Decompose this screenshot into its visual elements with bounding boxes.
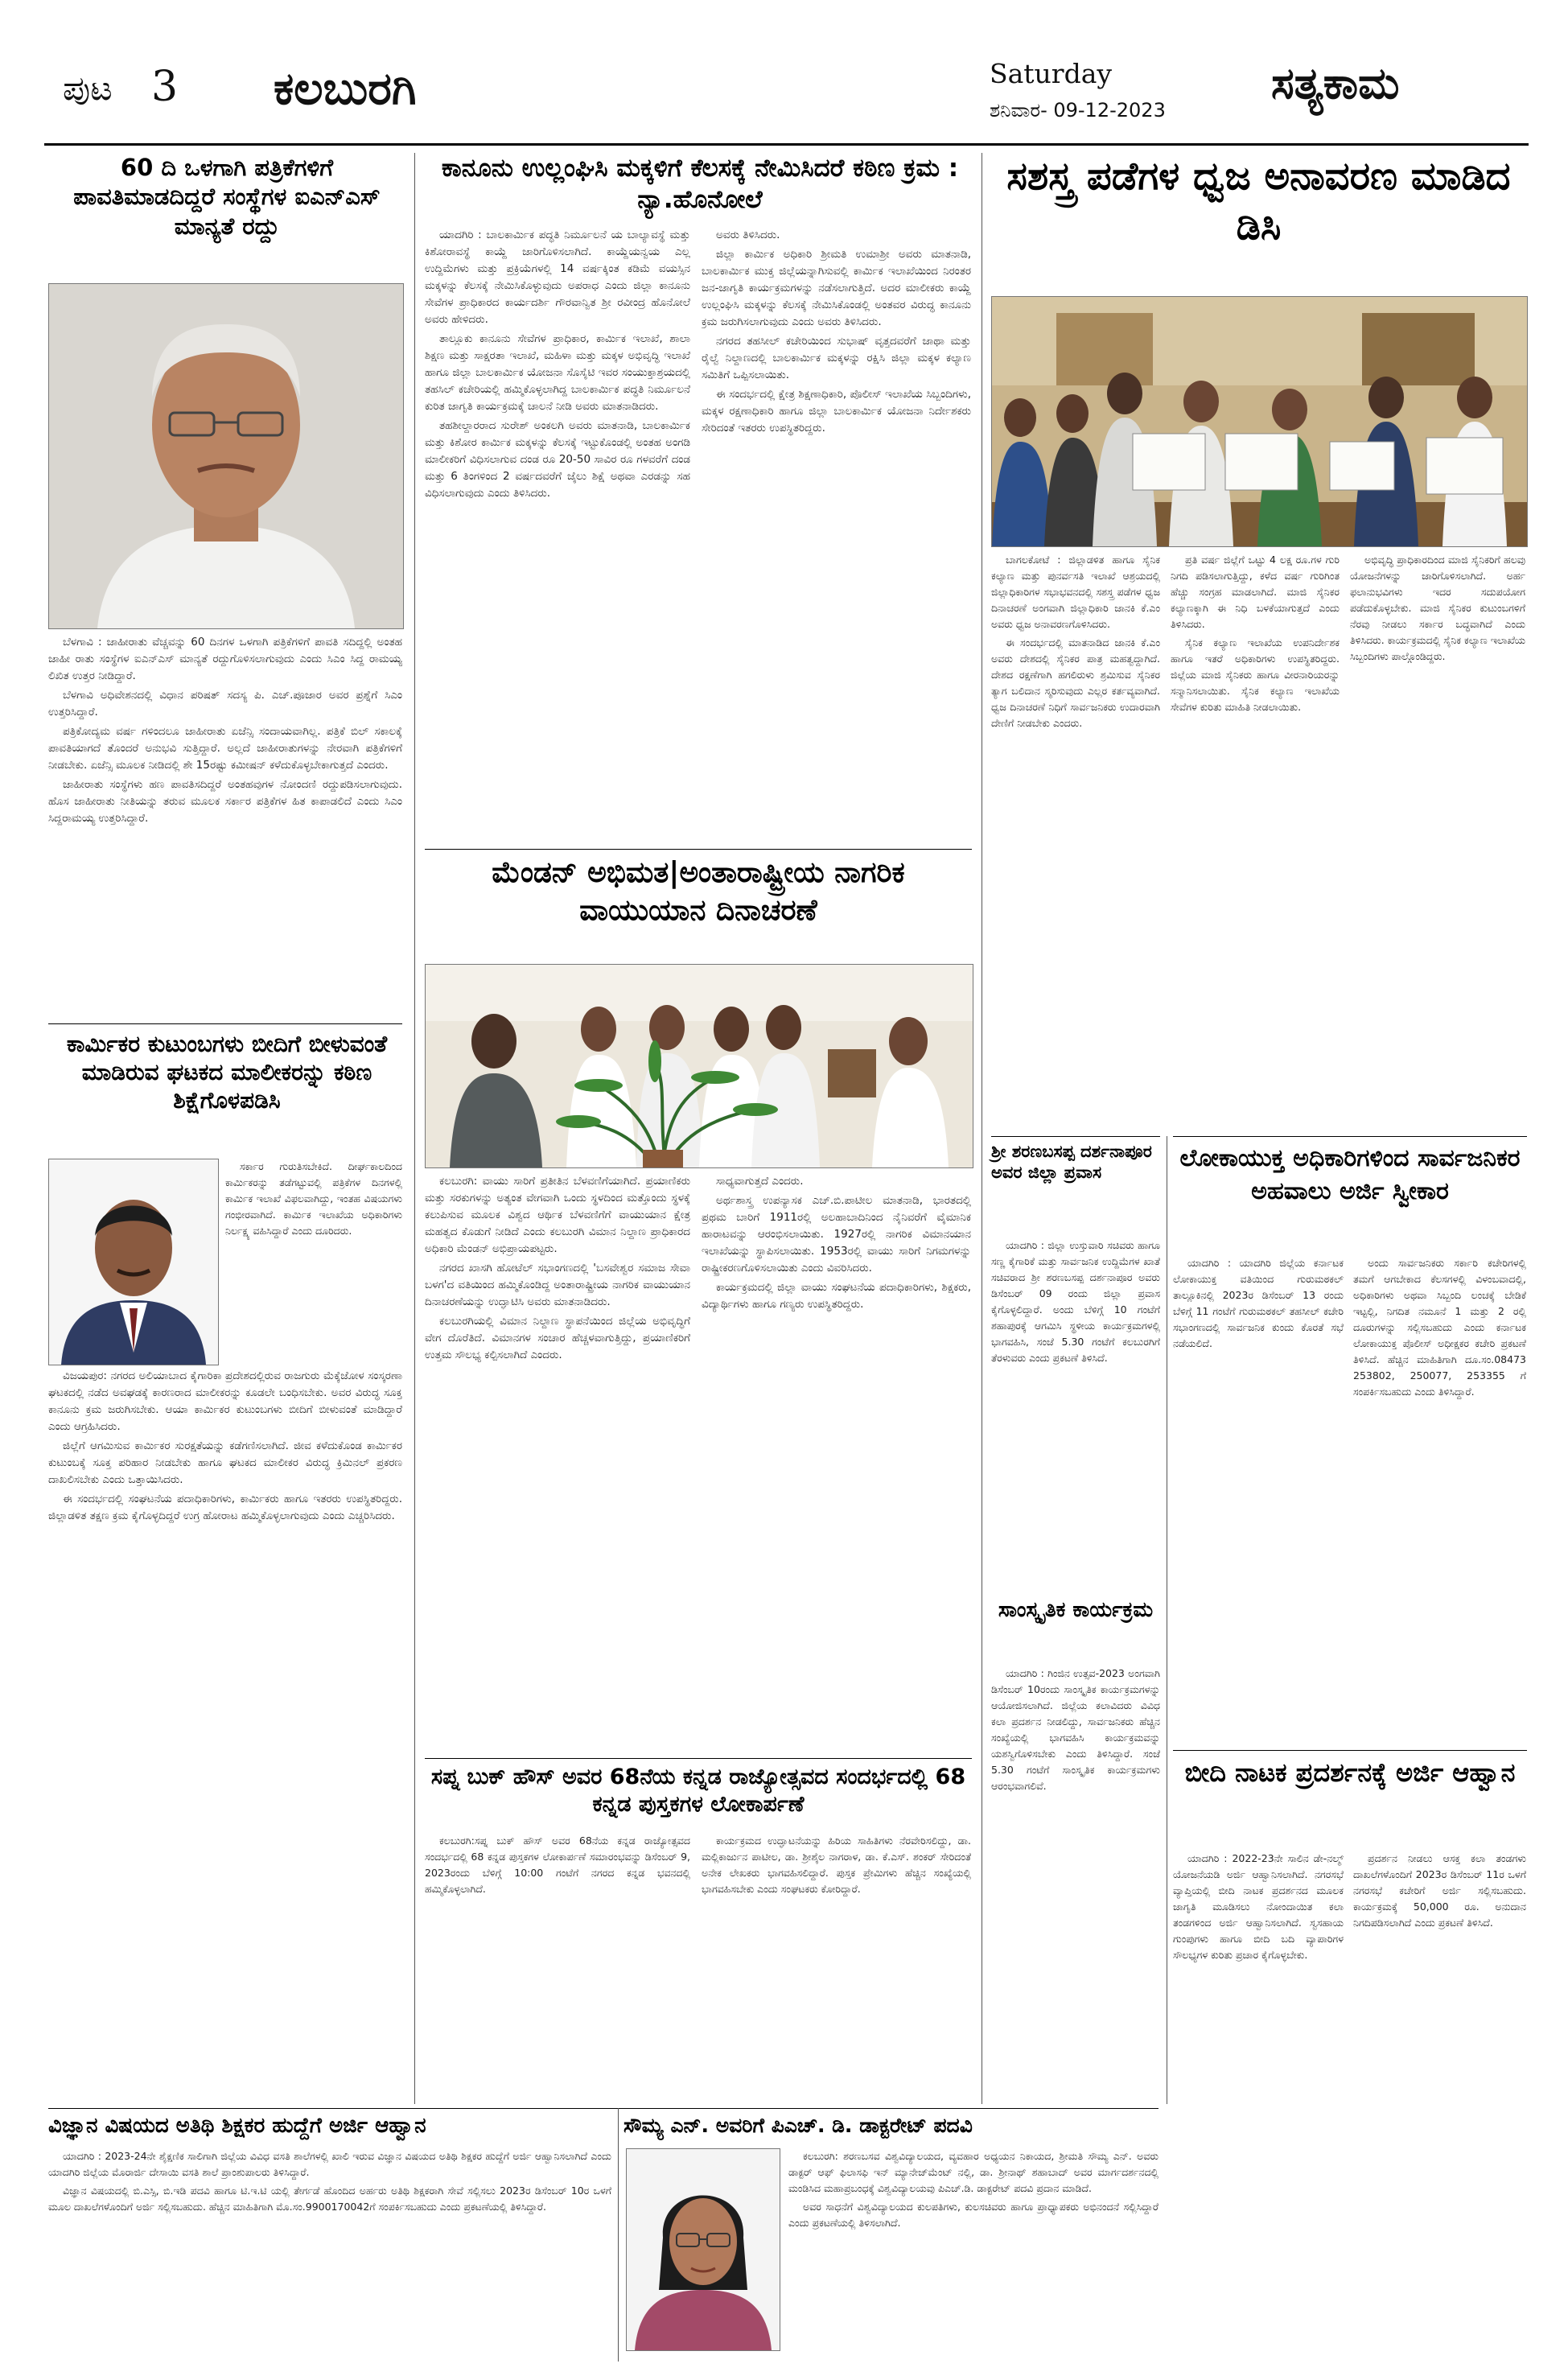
- paragraph: ಬೆಳಗಾವಿ ಅಧಿವೇಶನದಲ್ಲಿ ವಿಧಾನ ಪರಿಷತ್ ಸದಸ್ಯ ಪಿ. ಎಚ್.ಪೂಜಾರ ಅವರ ಪ್ರಶ್ನೆಗೆ ಸಿಎಂ ಉತ್ತರಿಸಿದ್ದಾರೆ.: [48, 689, 402, 719]
- column-divider: [618, 2108, 619, 2362]
- paragraph: ಬೆಳಗಾವಿ : ಜಾಹೀರಾತು ವೆಚ್ಚವನ್ನು 60 ದಿನಗಳ ಒಳಗಾಗಿ ಪತ್ರಿಕೆಗಳಿಗೆ ಪಾವತಿ ಸದಿದ್ದಲ್ಲಿ ಅಂತಹ ಜಾಹೀ ರಾತು ಸಂಸ್ಥೆಗಳ ಐಎನ್ಎಸ್ ಮಾನ್ಯತೆ ರದ್ದುಗೊಳಿಸಲಾಗುವುದು ಎಂದು ಸಿಎಂ ಸಿದ್ದ ರಾಮಯ್ಯ ಲಿಖಿತ ಉತ್ತರ ನೀಡಿದ್ದಾರೆ.: [48, 636, 402, 682]
- article-kar-body-right: [225, 1159, 402, 1364]
- headline-ins: 60 ದಿ ಒಳಗಾಗಿ ಪತ್ರಿಕೆಗಳಿಗೆ ಪಾವತಿಮಾಡದಿದ್ದರೆ ಸಂಸ್ಥೆಗಳ ಐಎನ್ಎಸ್ ಮಾನ್ಯತೆ ರದ್ದು: [73, 154, 381, 240]
- paragraph: ತಾಲ್ಲೂಕು ಕಾನೂನು ಸೇವೆಗಳ ಪ್ರಾಧಿಕಾರ, ಕಾರ್ಮಿಕ ಇಲಾಖೆ, ಶಾಲಾ ಶಿಕ್ಷಣ ಮತ್ತು ಸಾಕ್ಷರತಾ ಇಲಾಖೆ, ಮಹಿಳಾ ಮತ್ತು ಮಕ್ಕಳ ಅಭಿವೃದ್ಧಿ ಇಲಾಖೆ ಹಾಗೂ ಜಿಲ್ಲಾ ಬಾಲಕಾರ್ಮಿಕ ಯೋಜನಾ ಸೊಸೈಟಿ ಇವರ ಸಂಯುಕ್ತಾಶ್ರಯದಲ್ಲಿ ತಹಸಿಲ್ ಕಚೇರಿಯಲ್ಲಿ ಹಮ್ಮಿಕೊಳ್ಳಲಾಗಿದ್ದ ಬಾಲಕಾರ್ಮಿಕ ಪದ್ಧತಿ ನಿರ್ಮೂಲನೆ ಕುರಿತ ಜಾಗೃತಿ ಕಾರ್ಯಕ್ರಮಕ್ಕೆ ಚಾಲನೆ ನೀಡಿ ಅವರು ಮಾತನಾಡಿದರು.: [425, 332, 690, 413]
- article-aviation-col2: [702, 1173, 971, 1752]
- paper-name-logo: ಸತ್ಯಕಾಮ: [1271, 58, 1400, 109]
- headline-law: ಕಾನೂನು ಉಲ್ಲಂಘಿಸಿ ಮಕ್ಕಳಿಗೆ ಕೆಲಸಕ್ಕೆ ನೇಮಿಸಿದರೆ ಕಠಿಣ ಕ್ರಮ : ನ್ಯಾ.ಹೊನೋಲೆ: [441, 154, 959, 214]
- article-loka-col2: [1353, 1255, 1526, 1746]
- article-street-col2: [1353, 1851, 1526, 2349]
- divider: [48, 2108, 1159, 2109]
- article-guest-body: [48, 2148, 611, 2362]
- paragraph: ವಿಜಯಪುರ: ನಗರದ ಅಲಿಯಾಬಾದ ಕೈಗಾರಿಕಾ ಪ್ರದೇಶದಲ್ಲಿರುವ ರಾಜಗುರು ಮೆಕ್ಕೆಜೋಳ ಸಂಸ್ಕರಣಾ ಘಟಕದಲ್ಲಿ ನಡೆದ ಅವಘಡಕ್ಕೆ ಕಾರಣರಾದ ಮಾಲೀಕರನ್ನು ಕೂಡಲೇ ಬಂಧಿಸಬೇಕು. ಅವರ ವಿರುದ್ಧ ಸೂಕ್ತ ಕಾನೂನು ಕ್ರಮ ಜರುಗಿಸಬೇಕು. ಆಯಾ ಕಾರ್ಮಿಕರ ಕುಟುಂಬಗಳು ಬೀದಿಗೆ ಬೀಳುವಂತೆ ಮಾಡಿದ್ದಾರೆ ಎಂದು ಆಗ್ರಹಿಸಿದರು.: [48, 1369, 402, 1433]
- photo-politician: [48, 283, 404, 629]
- paragraph: ಜಿಲ್ಲಾ ಕಾರ್ಮಿಕ ಅಧಿಕಾರಿ ಶ್ರೀಮತಿ ಉಮಾಶ್ರೀ ಅವರು ಮಾತನಾಡಿ, ಬಾಲಕಾರ್ಮಿಕ ಮುಕ್ತ ಜಿಲ್ಲೆಯನ್ನಾಗಿಸುವಲ್ಲಿ ಕಾರ್ಮಿಕ ಇಲಾಖೆಯಿಂದ ನಿರಂತರ ಜನ-ಜಾಗೃತಿ ಕಾರ್ಯಕ್ರಮಗಳನ್ನು ನಡೆಸಲಾಗುತ್ತಿದೆ. ಅದರ ಮಾಲೀಕರು ಕಾಯ್ದೆ ಉಲ್ಲಂಘಿಸಿ ಮಕ್ಕಳನ್ನು ಕೆಲಸಕ್ಕೆ ನೇಮಿಸಿಕೊಂಡಲ್ಲಿ ಅಂತವರ ವಿರುದ್ಧ ಕಾನೂನು ಕ್ರಮ ಜರುಗಿಸಲಾಗುವುದು ಎಂದು ಅವರು ತಿಳಿಸಿದರು.: [702, 248, 971, 328]
- article-aviation-col1: [425, 1173, 690, 1752]
- photo-soumya: [626, 2148, 780, 2351]
- paragraph: ಸಾಧ್ಯವಾಗುತ್ತದೆ ಎಂದರು.: [716, 1175, 804, 1188]
- date-kannada: ಶನಿವಾರ- 09-12-2023: [990, 99, 1166, 121]
- paragraph: ಕಾರ್ಯಕ್ರಮದ ಉದ್ಘಾಟನೆಯನ್ನು ಹಿರಿಯ ಸಾಹಿತಿಗಳು ನೆರವೇರಿಸಲಿದ್ದು, ಡಾ. ಮಲ್ಲಿಕಾರ್ಜುನ ಪಾಟೀಲ, ಡಾ. ಶ್ರೀಶೈಲ ನಾಗರಾಳ, ಡಾ. ಕೆ.ಎಸ್. ಶಂಕರ್ ಸೇರಿದಂತೆ ಅನೇಕ ಲೇಖಕರು ಭಾಗವಹಿಸಲಿದ್ದಾರೆ. ಪುಸ್ತಕ ಪ್ರೇಮಿಗಳು ಹೆಚ್ಚಿನ ಸಂಖ್ಯೆಯಲ್ಲಿ ಭಾಗವಹಿಸಬೇಕು ಎಂದು ಸಂಘಟಕರು ಕೋರಿದ್ದಾರೆ.: [702, 1835, 971, 1895]
- paragraph: ಅಭಿವೃದ್ಧಿ ಪ್ರಾಧಿಕಾರದಿಂದ ಮಾಜಿ ಸೈನಿಕರಿಗೆ ಹಲವು ಯೋಜನೆಗಳನ್ನು ಜಾರಿಗೊಳಿಸಲಾಗಿದೆ. ಅರ್ಹ ಫಲಾನುಭವಿಗಳು ಇದರ ಸದುಪಯೋಗ ಪಡೆದುಕೊಳ್ಳಬೇಕು. ಮಾಜಿ ಸೈನಿಕರ ಕುಟುಂಬಗಳಿಗೆ ನೆರವು ನೀಡಲು ಸರ್ಕಾರ ಬದ್ಧವಾಗಿದೆ ಎಂದು ತಿಳಿಸಿದರು. ಕಾರ್ಯಕ್ರಮದಲ್ಲಿ ಸೈನಿಕ ಕಲ್ಯಾಣ ಇಲಾಖೆಯ ಸಿಬ್ಬಂದಿಗಳು ಪಾಲ್ಗೊಂಡಿದ್ದರು.: [1350, 554, 1525, 662]
- paragraph: ಪ್ರದರ್ಶನ ನೀಡಲು ಆಸಕ್ತ ಕಲಾ ತಂಡಗಳು ದಾಖಲೆಗಳೊಂದಿಗೆ 2023ರ ಡಿಸೆಂಬರ್ 11ರ ಒಳಗೆ ನಗರಸಭೆ ಕಚೇರಿಗೆ ಅರ್ಜಿ ಸಲ್ಲಿಸಬಹುದು. ಕಾರ್ಯಕ್ರಮಕ್ಕೆ 50,000 ರೂ. ಅನುದಾನ ನಿಗದಿಪಡಿಸಲಾಗಿದೆ ಎಂದು ಪ್ರಕಟಣೆ ತಿಳಿಸಿದೆ.: [1353, 1852, 1526, 1929]
- article-law-col2: [702, 227, 971, 846]
- paragraph: ಯಾದಗಿರಿ : ಗಿಂಜಿನ ಉತ್ಸವ-2023 ಅಂಗವಾಗಿ ಡಿಸೆಂಬರ್ 10ರಂದು ಸಾಂಸ್ಕೃತಿಕ ಕಾರ್ಯಕ್ರಮಗಳನ್ನು ಆಯೋಜಿಸಲಾಗಿದೆ. ಜಿಲ್ಲೆಯ ಕಲಾವಿದರು ವಿವಿಧ ಕಲಾ ಪ್ರದರ್ಶನ ನೀಡಲಿದ್ದು, ಸಾರ್ವಜನಿಕರು ಹೆಚ್ಚಿನ ಸಂಖ್ಯೆಯಲ್ಲಿ ಭಾಗವಹಿಸಿ ಕಾರ್ಯಕ್ರಮವನ್ನು ಯಶಸ್ವಿಗೊಳಿಸಬೇಕು ಎಂದು ತಿಳಿಸಿದ್ದಾರೆ. ಸಂಜೆ 5.30 ಗಂಟೆಗೆ ಸಾಂಸ್ಕೃತಿಕ ಕಾರ್ಯಕ್ರಮಗಳು ಆರಂಭವಾಗಲಿವೆ.: [991, 1667, 1160, 1792]
- divider: [48, 1023, 402, 1024]
- paragraph: ಜಿಲ್ಲೆಗೆ ಆಗಮಿಸುವ ಕಾರ್ಮಿಕರ ಸುರಕ್ಷತೆಯನ್ನು ಕಡೆಗಣಿಸಲಾಗಿದೆ. ಜೀವ ಕಳೆದುಕೊಂಡ ಕಾರ್ಮಿಕರ ಕುಟುಂಬಕ್ಕೆ ಸೂಕ್ತ ಪರಿಹಾರ ನೀಡಬೇಕು ಹಾಗೂ ಘಟಕದ ಮಾಲೀಕರ ವಿರುದ್ಧ ಕ್ರಿಮಿನಲ್ ಪ್ರಕರಣ ದಾಖಲಿಸಬೇಕು ಎಂದು ಒತ್ತಾಯಿಸಿದರು.: [48, 1439, 402, 1486]
- article-flag-col1: [991, 552, 1160, 1131]
- photo-activist: [48, 1159, 219, 1365]
- article-flag-col2: [1171, 552, 1340, 1131]
- paragraph: ಈ ಸಂದರ್ಭದಲ್ಲಿ ಕ್ಷೇತ್ರ ಶಿಕ್ಷಣಾಧಿಕಾರಿ, ಪೊಲೀಸ್ ಇಲಾಖೆಯ ಸಿಬ್ಬಂದಿಗಳು, ಮಕ್ಕಳ ರಕ್ಷಣಾಧಿಕಾರಿ ಹಾಗೂ ಜಿಲ್ಲಾ ಬಾಲಕಾರ್ಮಿಕ ಯೋಜನಾ ನಿರ್ದೇಶಕರು ಸೇರಿದಂತೆ ಇತರರು ಉಪಸ್ಥಿತರಿದ್ದರು.: [702, 388, 971, 434]
- page-label: ಪುಟ: [63, 68, 113, 108]
- article-phd-body: [788, 2148, 1159, 2362]
- paragraph: ಈ ಸಂದರ್ಭದಲ್ಲಿ ಸಂಘಟನೆಯ ಪದಾಧಿಕಾರಿಗಳು, ಕಾರ್ಮಿಕರು ಹಾಗೂ ಇತರರು ಉಪಸ್ಥಿತರಿದ್ದರು. ಜಿಲ್ಲಾಡಳಿತ ತಕ್ಷಣ ಕ್ರಮ ಕೈಗೊಳ್ಳದಿದ್ದರೆ ಉಗ್ರ ಹೋರಾಟ ಹಮ್ಮಿಕೊಳ್ಳಲಾಗುವುದು ಎಂದು ಎಚ್ಚರಿಸಿದರು.: [48, 1493, 402, 1522]
- divider: [991, 1136, 1160, 1137]
- paragraph: ಕಲಬುರಗಿ: ವಾಯು ಸಾರಿಗೆ ಪ್ರತೀತಿನ ಬೆಳವಣಿಗೆಯಾಗಿದೆ. ಪ್ರಯಾಣಿಕರು ಮತ್ತು ಸರಕುಗಳನ್ನು ಅತ್ಯಂತ ವೇಗವಾಗಿ ಒಂದು ಸ್ಥಳದಿಂದ ಮತ್ತೊಂದು ಸ್ಥಳಕ್ಕೆ ಕಲುಪಿಸುವ ಮೂಲಕ ವಿಶ್ವದ ಆರ್ಥಿಕ ಬೆಳವಣಿಗೆಗೆ ವಾಯುಯಾನ ಕ್ಷೇತ್ರ ಮಹತ್ವದ ಕೊಡುಗೆ ನೀಡಿದೆ ಎಂದು ಕಲಬುರಗಿ ವಿಮಾನ ನಿಲ್ದಾಣ ಪ್ರಾಧಿಕಾರದ ಅಧಿಕಾರಿ ಮೆಂಡನ್ ಅಭಿಪ್ರಾಯಪಟ್ಟರು.: [425, 1175, 690, 1255]
- article-book-col2: [702, 1833, 971, 2098]
- paragraph: ಕಲಬುರಗಿ: ಶರಣಬಸವ ವಿಶ್ವವಿದ್ಯಾಲಯದ, ವ್ಯವಹಾರ ಅಧ್ಯಯನ ನಿಕಾಯದ, ಶ್ರೀಮತಿ ಸೌಮ್ಯ ಎನ್. ಅವರು ಡಾಕ್ಟರ್ ಆಫ್ ಫಿಲಾಸಫಿ ಇನ್ ಮ್ಯಾನೇಜ್‌ಮೆಂಟ್ ನಲ್ಲಿ, ಡಾ. ಶ್ರೀನಾಥ್ ಶಹಾಬಾದ್ ಅವರ ಮಾರ್ಗದರ್ಶನದಲ್ಲಿ ಮಂಡಿಸಿದ ಮಹಾಪ್ರಬಂಧಕ್ಕೆ ವಿಶ್ವವಿದ್ಯಾಲಯವು ಪಿಎಚ್.ಡಿ. ಡಾಕ್ಟರೇಟ್ ಪದವಿ ಪ್ರದಾನ ಮಾಡಿದೆ.: [788, 2150, 1159, 2194]
- headline-aviation: ಮೆಂಡನ್ ಅಭಿಮತ|ಅಂತಾರಾಷ್ಟ್ರೀಯ ನಾಗರಿಕ ವಾಯುಯಾನ ದಿನಾಚರಣೆ: [492, 856, 905, 927]
- paragraph: ಯಾದಗಿರಿ : ಯಾದಗಿರಿ ಜಿಲ್ಲೆಯ ಕರ್ನಾಟಕ ಲೋಕಾಯುಕ್ತ ವತಿಯಿಂದ ಗುರುಮಠಕಲ್ ತಾಲ್ಲೂಕಿನಲ್ಲಿ 2023ರ ಡಿಸೆಂಬರ್ 13 ರಂದು ಬೆಳಿಗ್ಗೆ 11 ಗಂಟೆಗೆ ಗುರುಮಠಕಲ್ ತಹಸೀಲ್ ಕಚೇರಿ ಸಭಾಂಗಣದಲ್ಲಿ ಸಾರ್ವಜನಿಕ ಕುಂದು ಕೊರತೆ ಸಭೆ ನಡೆಯಲಿದೆ.: [1173, 1257, 1344, 1349]
- paragraph: ಯಾದಗಿರಿ : 2022-23ನೇ ಸಾಲಿನ ಡೇ-ನಲ್ಮ್ ಯೋಜನೆಯಡಿ ಅರ್ಜಿ ಆಹ್ವಾನಿಸಲಾಗಿದೆ. ನಗರಸಭೆ ವ್ಯಾಪ್ತಿಯಲ್ಲಿ ಬೀದಿ ನಾಟಕ ಪ್ರದರ್ಶನದ ಮೂಲಕ ಜಾಗೃತಿ ಮೂಡಿಸಲು ನೋಂದಾಯಿತ ಕಲಾ ತಂಡಗಳಿಂದ ಅರ್ಜಿ ಆಹ್ವಾನಿಸಲಾಗಿದೆ. ಸ್ವಸಹಾಯ ಗುಂಪುಗಳು ಹಾಗೂ ಬೀದಿ ಬದಿ ವ್ಯಾಪಾರಿಗಳ ಸೌಲಭ್ಯಗಳ ಕುರಿತು ಪ್ರಚಾರ ಕೈಗೊಳ್ಳಬೇಕು.: [1173, 1852, 1344, 1961]
- paragraph: ಕಲಬುರಗಿ:ಸಪ್ನ ಬುಕ್ ಹೌಸ್ ಅವರ 68ನೆಯ ಕನ್ನಡ ರಾಜ್ಯೋತ್ಸವದ ಸಂದರ್ಭದಲ್ಲಿ 68 ಕನ್ನಡ ಪುಸ್ತಕಗಳ ಲೋಕಾರ್ಪಣೆ ಸಮಾರಂಭವನ್ನು ಡಿಸೆಂಬರ್ 9, 2023ರಂದು ಬೆಳಿಗ್ಗೆ 10:00 ಗಂಟೆಗೆ ನಗರದ ಕನ್ನಡ ಭವನದಲ್ಲಿ ಹಮ್ಮಿಕೊಳ್ಳಲಾಗಿದೆ.: [425, 1835, 690, 1895]
- paragraph: ಕಲಬುರಗಿಯಲ್ಲಿ ವಿಮಾನ ನಿಲ್ದಾಣ ಸ್ಥಾಪನೆಯಿಂದ ಜಿಲ್ಲೆಯ ಅಭಿವೃದ್ಧಿಗೆ ವೇಗ ದೊರೆತಿದೆ. ವಿಮಾನಗಳ ಸಂಚಾರ ಹೆಚ್ಚಳವಾಗುತ್ತಿದ್ದು, ಪ್ರಯಾಣಿಕರಿಗೆ ಉತ್ತಮ ಸೌಲಭ್ಯ ಕಲ್ಪಿಸಲಾಗಿದೆ ಎಂದರು.: [425, 1315, 690, 1361]
- column-divider: [414, 153, 415, 2104]
- article-darshan-body: [991, 1237, 1160, 1592]
- headline-loka: ಲೋಕಾಯುಕ್ತ ಅಧಿಕಾರಿಗಳಿಂದ ಸಾರ್ವಜನಿಕರ ಅಹವಾಲು ಅರ್ಜಿ ಸ್ವೀಕಾರ: [1179, 1144, 1521, 1205]
- masthead-rule: [44, 143, 1529, 146]
- photo-aviation-event: [425, 964, 973, 1168]
- paragraph: ಜಾಹೀರಾತು ಸಂಸ್ಥೆಗಳು ಹಣ ಪಾವತಿಸದಿದ್ದರೆ ಅಂತಹವುಗಳ ನೋಂದಣಿ ರದ್ದುಪಡಿಸಲಾಗುವುದು. ಹೊಸ ಜಾಹೀರಾತು ನೀತಿಯನ್ನು ತರುವ ಮೂಲಕ ಸರ್ಕಾರ ಪತ್ರಿಕೆಗಳ ಹಿತ ಕಾಪಾಡಲಿದೆ ಎಂದು ಸಿಎಂ ಸಿದ್ದರಾಮಯ್ಯ ಉತ್ತರಿಸಿದ್ದಾರೆ.: [48, 778, 402, 825]
- headline-guest: ವಿಜ್ಞಾನ ವಿಷಯದ ಅತಿಥಿ ಶಿಕ್ಷಕರ ಹುದ್ದೆಗೆ ಅರ್ಜಿ ಆಹ್ವಾನ: [48, 2114, 426, 2138]
- masthead: [0, 0, 1568, 149]
- paragraph: ಈ ಸಂದರ್ಭದಲ್ಲಿ ಮಾತನಾಡಿದ ಜಾನಕಿ ಕೆ.ಎಂ ಅವರು ದೇಶದಲ್ಲಿ ಸೈನಿಕರ ಪಾತ್ರ ಮಹತ್ವದ್ದಾಗಿದೆ. ದೇಶದ ರಕ್ಷಣೆಗಾಗಿ ಹಗಲಿರುಳು ಶ್ರಮಿಸುವ ಸೈನಿಕರ ತ್ಯಾಗ ಬಲಿದಾನ ಸ್ಮರಿಸುವುದು ಎಲ್ಲರ ಕರ್ತವ್ಯವಾಗಿದೆ. ಧ್ವಜ ದಿನಾಚರಣೆ ನಿಧಿಗೆ ಸಾರ್ವಜನಿಕರು ಉದಾರವಾಗಿ ದೇಣಿಗೆ ನೀಡಬೇಕು ಎಂದರು.: [991, 636, 1160, 729]
- paragraph: ಅಂದು ಸಾರ್ವಜನಿಕರು ಸರ್ಕಾರಿ ಕಚೇರಿಗಳಲ್ಲಿ ತಮಗೆ ಆಗಬೇಕಾದ ಕೆಲಸಗಳಲ್ಲಿ ವಿಳಂಬವಾದಲ್ಲಿ, ಅಧಿಕಾರಿಗಳು ಅಥವಾ ಸಿಬ್ಬಂದಿ ಲಂಚಕ್ಕೆ ಬೇಡಿಕೆ ಇಟ್ಟಲ್ಲಿ, ನಿಗದಿತ ನಮೂನೆ 1 ಮತ್ತು 2 ರಲ್ಲಿ ದೂರುಗಳನ್ನು ಸಲ್ಲಿಸಬಹುದು ಎಂದು ಕರ್ನಾಟಕ ಲೋಕಾಯುಕ್ತ ಪೊಲೀಸ್ ಅಧೀಕ್ಷಕರ ಕಚೇರಿ ಪ್ರಕಟಣೆ ತಿಳಿಸಿದೆ. ಹೆಚ್ಚಿನ ಮಾಹಿತಿಗಾಗಿ ದೂ.ಸಂ.08473 253802, 250077, 253355 ಗೆ ಸಂಪರ್ಕಿಸಬಹುದು ಎಂದು ತಿಳಿಸಿದ್ದಾರೆ.: [1353, 1257, 1526, 1398]
- day-english: Saturday: [990, 58, 1113, 89]
- city-name: ಕಲಬುರಗಿ: [274, 63, 417, 115]
- headline-darshan: ಶ್ರೀ ಶರಣಬಸಪ್ಪ ದರ್ಶನಾಪೂರ ಅವರ ಜಿಲ್ಲಾ ಪ್ರವಾಸ: [991, 1142, 1152, 1183]
- paragraph: ವಿಜ್ಞಾನ ವಿಷಯದಲ್ಲಿ ಬಿ.ಎಸ್ಸಿ, ಬಿ.ಇಡಿ ಪದವಿ ಹಾಗೂ ಟಿ.ಇ.ಟಿ ಯಲ್ಲಿ ತೇರ್ಗಡೆ ಹೊಂದಿದ ಅರ್ಹರು ಅತಿಥಿ ಶಿಕ್ಷಕರಾಗಿ ಸೇವೆ ಸಲ್ಲಿಸಲು 2023ರ ಡಿಸೆಂಬರ್ 10ರ ಒಳಗೆ ಮೂಲ ದಾಖಲೆಗಳೊಂದಿಗೆ ಅರ್ಜಿ ಸಲ್ಲಿಸಬಹುದು. ಹೆಚ್ಚಿನ ಮಾಹಿತಿಗಾಗಿ ಮೊ.ಸಂ.9900170042ಗೆ ಸಂಪರ್ಕಿಸಬಹುದು ಎಂದು ಪ್ರಕಟಣೆಯಲ್ಲಿ ತಿಳಿಸಿದ್ದಾರೆ.: [48, 2185, 611, 2213]
- divider: [1173, 1750, 1527, 1751]
- paragraph: ಬಾಗಲಕೋಟೆ : ಜಿಲ್ಲಾಡಳಿತ ಹಾಗೂ ಸೈನಿಕ ಕಲ್ಯಾಣ ಮತ್ತು ಪುನರ್ವಸತಿ ಇಲಾಖೆ ಆಶ್ರಯದಲ್ಲಿ ಜಿಲ್ಲಾಧಿಕಾರಿಗಳ ಸಭಾಭವನದಲ್ಲಿ ಸಶಸ್ತ್ರ ಪಡೆಗಳ ಧ್ವಜ ದಿನಾಚರಣೆ ಅಂಗವಾಗಿ ಜಿಲ್ಲಾಧಿಕಾರಿ ಜಾನಕಿ ಕೆ.ಎಂ ಅವರು ಧ್ವಜ ಅನಾವರಣಗೊಳಿಸಿದರು.: [991, 554, 1160, 630]
- paragraph: ಕಾರ್ಯಕ್ರಮದಲ್ಲಿ ಜಿಲ್ಲಾ ವಾಯು ಸಂಘಟನೆಯ ಪದಾಧಿಕಾರಿಗಳು, ಶಿಕ್ಷಕರು, ವಿದ್ಯಾರ್ಥಿಗಳು ಹಾಗೂ ಗಣ್ಯರು ಉಪಸ್ಥಿತರಿದ್ದರು.: [702, 1281, 971, 1311]
- article-loka-col1: [1173, 1255, 1344, 1746]
- headline-street: ಬೀದಿ ನಾಟಕ ಪ್ರದರ್ಶನಕ್ಕೆ ಅರ್ಜಿ ಆಹ್ವಾನ: [1184, 1757, 1516, 1788]
- headline-phd: ಸೌಮ್ಯ ಎನ್. ಅವರಿಗೆ ಪಿಎಚ್. ಡಿ. ಡಾಕ್ಟರೇಟ್ ಪದವಿ: [623, 2114, 973, 2137]
- article-street-col1: [1173, 1851, 1344, 2349]
- article-law-col1: [425, 227, 690, 846]
- article-flag-col3: [1350, 552, 1525, 1131]
- headline-culture: ಸಾಂಸ್ಕೃತಿಕ ಕಾರ್ಯಕ್ರಮ: [998, 1598, 1154, 1622]
- headline-book: ಸಪ್ನ ಬುಕ್ ಹೌಸ್ ಅವರ 68ನೆಯ ಕನ್ನಡ ರಾಜ್ಯೋತ್ಸವದ ಸಂದರ್ಭದಲ್ಲಿ 68 ಕನ್ನಡ ಪುಸ್ತಕಗಳ ಲೋಕಾರ್ಪಣೆ: [430, 1764, 966, 1817]
- divider: [425, 1758, 972, 1759]
- paragraph: ಸರ್ಕಾರ ಗುರುತಿಸಬೇಕಿದೆ. ದೀರ್ಘಕಾಲದಿಂದ ಕಾರ್ಮಿಕರನ್ನು ತಡೆಗಟ್ಟುವಲ್ಲಿ ಪತ್ರಿಕೆಗಳ ದಿನಗಳಲ್ಲಿ ಕಾರ್ಮಿಕ ಇಲಾಖೆ ವಿಫಲವಾಗಿದ್ದು, ಇಂತಹ ವಿಷಯಗಳು ಗಂಭೀರವಾಗಿದೆ. ಕಾರ್ಮಿಕ ಇಲಾಖೆಯ ಅಧಿಕಾರಿಗಳು ನಿರ್ಲಕ್ಷ್ಯ ವಹಿಸಿದ್ದಾರೆ ಎಂದು ದೂರಿದರು.: [225, 1160, 402, 1237]
- headline-flag: ಸಶಸ್ತ್ರ ಪಡೆಗಳ ಧ್ವಜ ಅನಾವರಣ ಮಾಡಿದ ಡಿಸಿ: [1006, 154, 1511, 249]
- photo-flag-event: [991, 296, 1528, 547]
- article-kar-body: [48, 1368, 402, 2108]
- paragraph: ಪತ್ರಿಕೋದ್ಯಮ ವರ್ಷ ಗಳಿಂದಲೂ ಜಾಹೀರಾತು ಏಜೆನ್ಸಿ ಸಂದಾಯವಾಗಿಲ್ಲ. ಪತ್ರಿಕೆ ಬಿಲ್ ಸಕಾಲಕ್ಕೆ ಪಾವತಿಯಾಗದೆ ತೊಂದರೆ ಅನುಭವಿ ಸುತ್ತಿದ್ದಾರೆ. ಅಲ್ಲದೆ ಜಾಹೀರಾತುಗಳನ್ನು ನೇರವಾಗಿ ಪತ್ರಿಕೆಗಳಿಗೆ ನೀಡಬೇಕು. ಏಜೆನ್ಸಿ ಮೂಲಕ ನೀಡಿದಲ್ಲಿ ಶೇ 15ರಷ್ಟು ಕಮೀಷನ್ ಕಳೆದುಕೊಳ್ಳಬೇಕಾಗುತ್ತದೆ ಎಂದರು.: [48, 725, 402, 772]
- paragraph: ಪ್ರತಿ ವರ್ಷ ಜಿಲ್ಲೆಗೆ ಒಟ್ಟು 4 ಲಕ್ಷ ರೂ.ಗಳ ಗುರಿ ನಿಗದಿ ಪಡಿಸಲಾಗುತ್ತಿದ್ದು, ಕಳೆದ ವರ್ಷ ಗುರಿಗಿಂತ ಹೆಚ್ಚು ಸಂಗ್ರಹ ಮಾಡಲಾಗಿದೆ. ಮಾಜಿ ಸೈನಿಕರ ಕಲ್ಯಾಣಕ್ಕಾಗಿ ಈ ನಿಧಿ ಬಳಕೆಯಾಗುತ್ತದೆ ಎಂದು ತಿಳಿಸಿದರು.: [1171, 554, 1340, 630]
- headline-kar: ಕಾರ್ಮಿಕರ ಕುಟುಂಬಗಳು ಬೀದಿಗೆ ಬೀಳುವಂತೆ ಮಾಡಿರುವ ಘಟಕದ ಮಾಲೀಕರನ್ನು ಕಠಿಣ ಶಿಕ್ಷೆಗೊಳಪಡಿಸಿ: [66, 1031, 388, 1114]
- paragraph: ಅವರ ಸಾಧನೆಗೆ ವಿಶ್ವವಿದ್ಯಾಲಯದ ಕುಲಪತಿಗಳು, ಕುಲಸಚಿವರು ಹಾಗೂ ಪ್ರಾಧ್ಯಾಪಕರು ಅಭಿನಂದನೆ ಸಲ್ಲಿಸಿದ್ದಾರೆ ಎಂದು ಪ್ರಕಟಣೆಯಲ್ಲಿ ತಿಳಿಸಲಾಗಿದೆ.: [788, 2201, 1159, 2229]
- paragraph: ಯಾದಗಿರಿ : ಜಿಲ್ಲಾ ಉಸ್ತುವಾರಿ ಸಚಿವರು ಹಾಗೂ ಸಣ್ಣ ಕೈಗಾರಿಕೆ ಮತ್ತು ಸಾರ್ವಜನಿಕ ಉದ್ದಿಮೆಗಳ ಖಾತೆ ಸಚಿವರಾದ ಶ್ರೀ ಶರಣಬಸಪ್ಪ ದರ್ಶನಾಪೂರ ಅವರು ಡಿಸೆಂಬರ್ 09 ರಂದು ಜಿಲ್ಲಾ ಪ್ರವಾಸ ಕೈಗೊಳ್ಳಲಿದ್ದಾರೆ. ಅಂದು ಬೆಳಿಗ್ಗೆ 10 ಗಂಟೆಗೆ ಶಹಾಪುರಕ್ಕೆ ಆಗಮಿಸಿ ಸ್ಥಳೀಯ ಕಾರ್ಯಕ್ರಮಗಳಲ್ಲಿ ಭಾಗವಹಿಸಿ, ಸಂಜೆ 5.30 ಗಂಟೆಗೆ ಕಲಬುರಗಿಗೆ ತೆರಳುವರು ಎಂದು ಪ್ರಕಟಣೆ ತಿಳಿಸಿದೆ.: [991, 1239, 1160, 1364]
- divider: [1173, 1136, 1527, 1137]
- divider: [425, 849, 972, 850]
- article-ins-body: [48, 634, 402, 1020]
- paragraph: ಅರ್ಥಶಾಸ್ತ್ರ ಉಪನ್ಯಾಸಕ ಎಚ್.ಬಿ.ಪಾಟೀಲ ಮಾತನಾಡಿ, ಭಾರತದಲ್ಲಿ ಪ್ರಥಮ ಬಾರಿಗೆ 1911ರಲ್ಲಿ ಅಲಹಾಬಾದಿನಿಂದ ನೈನಿವರೆಗೆ ವೈಮಾನಿಕ ಹಾರಾಟವನ್ನು ಆರಂಭಿಸಲಾಯಿತು. 1927ರಲ್ಲಿ ನಾಗರಿಕ ವಿಮಾನಯಾನ ಇಲಾಖೆಯನ್ನು ಸ್ಥಾಪಿಸಲಾಯಿತು. 1953ರಲ್ಲಿ ವಾಯು ಸಾರಿಗೆ ನಿಗಮಗಳನ್ನು ರಾಷ್ಟ್ರೀಕರಣಗೊಳಿಸಲಾಯಿತು ಎಂದು ವಿವರಿಸಿದರು.: [702, 1194, 971, 1274]
- paragraph: ನಗರದ ಖಾಸಗಿ ಹೋಟೆಲ್ ಸಭಾಂಗಣದಲ್ಲಿ 'ಬಸವೇಶ್ವರ ಸಮಾಜ ಸೇವಾ ಬಳಗ'ದ ವತಿಯಿಂದ ಹಮ್ಮಿಕೊಂಡಿದ್ದ ಅಂತಾರಾಷ್ಟ್ರೀಯ ನಾಗರಿಕ ವಾಯುಯಾನ ದಿನಾಚರಣೆಯನ್ನು ಉದ್ಘಾಟಿಸಿ ಅವರು ಮಾತನಾಡಿದರು.: [425, 1262, 690, 1308]
- paragraph: ಯಾದಗಿರಿ : ಬಾಲಕಾರ್ಮಿಕ ಪದ್ಧತಿ ನಿರ್ಮೂಲನೆ ಯ ಬಾಲ್ಯಾವಸ್ಥೆ ಮತ್ತು ಕಿಶೋರಾವಸ್ಥೆ ಕಾಯ್ದೆ ಜಾರಿಗೊಳಿಸಲಾಗಿದೆ. ಕಾಯ್ದೆಯನ್ವಯ ಎಲ್ಲ ಉದ್ದಿಮೆಗಳು ಮತ್ತು ಪ್ರಕ್ರಿಯೆಗಳಲ್ಲಿ 14 ವರ್ಷಕ್ಕಿಂತ ಕಡಿಮೆ ವಯಸ್ಸಿನ ಮಕ್ಕಳನ್ನು ಕೆಲಸಕ್ಕೆ ನೇಮಿಸಿಕೊಳ್ಳುವುದು ಅಪರಾಧ ಎಂದು ಜಿಲ್ಲಾ ಕಾನೂನು ಸೇವೆಗಳ ಪ್ರಾಧಿಕಾರದ ಕಾರ್ಯದರ್ಶಿ ಗೌರವಾನ್ವಿತ ಶ್ರೀ ರವೀಂದ್ರ ಹೊನೋಲೆ ಅವರು ಹೇಳಿದರು.: [425, 229, 690, 326]
- paragraph: ಯಾದಗಿರಿ : 2023-24ನೇ ಶೈಕ್ಷಣಿಕ ಸಾಲಿಗಾಗಿ ಜಿಲ್ಲೆಯ ವಿವಿಧ ವಸತಿ ಶಾಲೆಗಳಲ್ಲಿ ಖಾಲಿ ಇರುವ ವಿಜ್ಞಾನ ವಿಷಯದ ಅತಿಥಿ ಶಿಕ್ಷಕರ ಹುದ್ದೆಗೆ ಅರ್ಜಿ ಆಹ್ವಾನಿಸಲಾಗಿದೆ ಎಂದು ಯಾದಗಿರಿ ಜಿಲ್ಲೆಯ ಮೊರಾರ್ಜಿ ದೇಸಾಯಿ ವಸತಿ ಶಾಲೆ ಪ್ರಾಂಶುಪಾಲರು ತಿಳಿಸಿದ್ದಾರೆ.: [48, 2150, 611, 2178]
- article-culture-body: [991, 1666, 1160, 2104]
- paragraph: ನಗರದ ತಹಸೀಲ್ ಕಚೇರಿಯಿಂದ ಸುಭಾಷ್ ವೃತ್ತದವರೆಗೆ ಜಾಥಾ ಮತ್ತು ರೈಲ್ವೆ ನಿಲ್ದಾಣದಲ್ಲಿ ಬಾಲಕಾರ್ಮಿಕ ಮಕ್ಕಳನ್ನು ರಕ್ಷಿಸಿ ಜಿಲ್ಲಾ ಮಕ್ಕಳ ಕಲ್ಯಾಣ ಸಮಿತಿಗೆ ಒಪ್ಪಿಸಲಾಯಿತು.: [702, 335, 971, 381]
- paragraph: ತಹಶೀಲ್ದಾರರಾದ ಸುರೇಶ್ ಅಂಕಲಗಿ ಅವರು ಮಾತನಾಡಿ, ಬಾಲಕಾರ್ಮಿಕ ಮತ್ತು ಕಿಶೋರ ಕಾರ್ಮಿಕ ಮಕ್ಕಳನ್ನು ಕೆಲಸಕ್ಕೆ ಇಟ್ಟುಕೊಂಡಲ್ಲಿ ಅಂತಹ ಅಂಗಡಿ ಮಾಲೀಕರಿಗೆ ವಿಧಿಸಲಾಗುವ ದಂಡ ರೂ 20-50 ಸಾವಿರ ರೂ ಗಳವರೆಗೆ ದಂಡ ಮತ್ತು 6 ತಿಂಗಳಿಂದ 2 ವರ್ಷದವರೆಗೆ ಜೈಲು ಶಿಕ್ಷೆ ಅಥವಾ ಎರಡನ್ನು ಸಹ ವಿಧಿಸಲಾಗುವುದು ಎಂದು ತಿಳಿಸಿದರು.: [425, 419, 690, 500]
- article-book-col1: [425, 1833, 690, 2098]
- page-number: 3: [151, 63, 179, 111]
- paragraph: ಅವರು ತಿಳಿಸಿದರು.: [716, 229, 780, 241]
- paragraph: ಸೈನಿಕ ಕಲ್ಯಾಣ ಇಲಾಖೆಯ ಉಪನಿರ್ದೇಶಕ ಹಾಗೂ ಇತರೆ ಅಧಿಕಾರಿಗಳು ಉಪಸ್ಥಿತರಿದ್ದರು. ಜಿಲ್ಲೆಯ ಮಾಜಿ ಸೈನಿಕರು ಹಾಗೂ ವೀರನಾರಿಯರನ್ನು ಸನ್ಮಾನಿಸಲಾಯಿತು. ಸೈನಿಕ ಕಲ್ಯಾಣ ಇಲಾಖೆಯ ಸೇವೆಗಳ ಕುರಿತು ಮಾಹಿತಿ ನೀಡಲಾಯಿತು.: [1171, 636, 1340, 713]
